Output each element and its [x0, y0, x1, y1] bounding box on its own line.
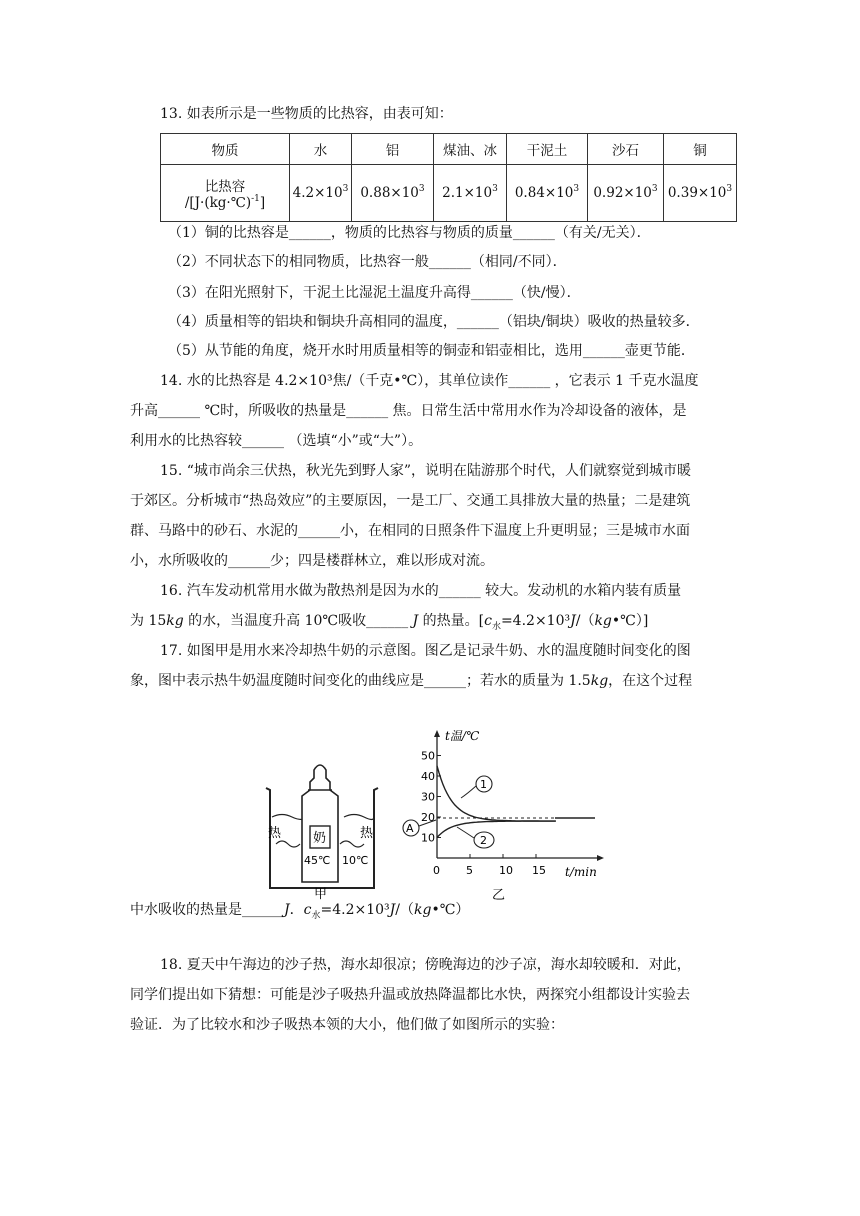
row-label-unit: /[J·(kg·℃) — [184, 195, 252, 211]
specific-heat-table — [160, 133, 737, 222]
q16-line-1: 16. 汽车发动机常用水做为散热剂是因为水的______ 较大。发动机的水箱内装有质量 — [160, 583, 682, 599]
y-tick-label: 40 — [421, 770, 435, 783]
cell-mantissa: 0.88×10 — [360, 185, 419, 201]
text: /（ — [395, 902, 414, 918]
hot-left-text: 热 — [268, 826, 282, 841]
text: ，在这个过程 — [608, 673, 693, 689]
q13-sub-3: （3）在阳光照射下，干泥土比湿泥土温度升高得______（快/慢）． — [168, 285, 581, 301]
table-header-cell: 煤油、冰 — [434, 134, 507, 165]
row-label-end: ] — [259, 195, 266, 211]
y-axis-arrow — [434, 730, 440, 737]
row-label-line1: 比热容 — [204, 179, 246, 195]
q13-sub-4: （4）质量相等的铝块和铜块升高相同的温度，______（铝块/铜块）吸收的热量较多． — [168, 314, 700, 330]
cell-mantissa: 4.2×10 — [292, 185, 343, 201]
q17-line-2 — [130, 671, 692, 691]
milk-temp: 45℃ — [304, 854, 331, 867]
text: •℃）] — [611, 613, 649, 629]
table-cell — [352, 165, 434, 222]
q14-line-3: 利用水的比热容较______ （选填“小”或“大”）。 — [130, 433, 423, 449]
q13-stem: 13. 如表所示是一些物质的比热容，由表可知： — [160, 106, 453, 122]
cell-exponent: 3 — [573, 184, 580, 194]
var-c: c — [484, 613, 492, 629]
text: =4.2×10³ — [320, 902, 390, 918]
water-temp: 10℃ — [342, 854, 369, 867]
text: 为 15 — [130, 613, 167, 629]
table-header-cell: 沙石 — [588, 134, 664, 165]
q17-line-3 — [130, 900, 469, 926]
text: =4.2×10³ — [500, 613, 571, 629]
curve-1-milk — [437, 766, 556, 821]
table-header-cell: 水 — [290, 134, 352, 165]
q17-line-1: 17. 如图甲是用水来冷却热牛奶的示意图。图乙是记录牛奶、水的温度随时间变化的图 — [160, 643, 691, 659]
milk-text: 奶 — [313, 831, 327, 846]
row-label-exp: -1 — [251, 194, 260, 204]
cell-exponent: 3 — [726, 184, 733, 194]
curve2-label: 2 — [480, 834, 487, 847]
text: 的水，当温度升高 10℃吸收______ — [183, 613, 413, 629]
q18-line-1: 18. 夏天中午海边的沙子热，海水却很凉；傍晚海边的沙子凉，海水却较暖和．对此， — [160, 957, 691, 973]
y-tick-label: 20 — [421, 811, 435, 824]
x-tick-label: 0 — [433, 864, 440, 877]
y-tick-label: 50 — [421, 749, 435, 763]
figure-yi — [395, 724, 610, 904]
unit-j: J — [412, 613, 419, 629]
text: ． — [289, 902, 304, 918]
q18-line-3: 验证．为了比较水和沙子吸热本领的大小，他们做了如图所示的实验： — [130, 1017, 564, 1033]
q14-line-1: 14. 水的比热容是 4.2×10³焦/（千克•℃），其单位读作______ ，它表示 1 千克水温度 — [160, 373, 699, 389]
table-row-label — [161, 165, 290, 222]
x-tick-label: 15 — [532, 864, 546, 877]
table-cell — [290, 165, 352, 222]
q15-line-4: 小，水所吸收的______少；四是楼群林立，难以形成对流。 — [130, 553, 494, 569]
table-cell — [588, 165, 664, 222]
q16-line-2 — [130, 611, 648, 637]
subscript-water: 水 — [491, 621, 501, 632]
curve-2-water — [437, 821, 556, 837]
table-cell — [434, 165, 507, 222]
q13-sub-5: （5）从节能的角度，烧开水时用质量相等的铜壶和铝壶相比，选用______壶更节能． — [168, 343, 695, 359]
cell-mantissa: 0.84×10 — [514, 185, 574, 201]
x-axis-label: t/min — [565, 865, 597, 879]
text: 中水吸收的热量是______ — [130, 902, 284, 918]
cell-exponent: 3 — [342, 184, 349, 194]
y-tick-label: 10 — [421, 831, 435, 845]
unit-kg: kg — [166, 613, 184, 629]
figure-jia-label: 甲 — [314, 887, 328, 900]
curve1-label: 1 — [480, 778, 487, 791]
var-c: c — [303, 902, 312, 918]
q15-line-2: 于郊区。分析城市“热岛效应”的主要原因，一是工厂、交通工具排放大量的热量；二是建筑 — [130, 493, 691, 509]
q13-sub-2: （2）不同状态下的相同物质，比热容一般______（相同/不同）． — [168, 254, 567, 270]
hot-right-text: 热 — [360, 826, 374, 841]
cell-exponent: 3 — [492, 184, 498, 194]
y-axis-label: t温/℃ — [445, 729, 480, 743]
y-tick-label: 30 — [421, 790, 435, 804]
subscript-water: 水 — [311, 910, 321, 921]
table-cell — [664, 165, 737, 222]
q14-line-2: 升高______ ℃时，所吸收的热量是______ 焦。日常生活中常用水作为冷却设备的液体，是 — [130, 403, 687, 419]
unit-kg: kg — [594, 613, 612, 629]
unit-j: J — [570, 613, 576, 629]
table-value-row — [161, 165, 737, 222]
row-label-line2 — [161, 195, 289, 211]
x-tick-label: 10 — [499, 864, 513, 877]
text: 象，图中表示热牛奶温度随时间变化的曲线应是______；若水的质量为 1.5 — [130, 673, 591, 689]
cell-mantissa: 2.1×10 — [442, 185, 493, 201]
q18-line-2: 同学们提出如下猜想：可能是沙子吸热升温或放热降温都比水快，两探究小组都设计实验去 — [130, 987, 690, 1003]
unit-j: J — [284, 902, 290, 918]
q13-sub-1: （1）铜的比热容是______，物质的比热容与物质的质量______（有关/无关）． — [168, 225, 651, 241]
q15-line-1: 15. “城市尚余三伏热，秋光先到野人家”，说明在陆游那个时代，人们就察觉到城市暖 — [160, 463, 692, 479]
x-axis-arrow — [597, 855, 604, 861]
table-header-cell: 铜 — [664, 134, 737, 165]
table-header-row — [161, 134, 737, 165]
q15-line-3: 群、马路中的砂石、水泥的______小，在相同的日照条件下温度上升更明显；三是城市水面 — [130, 523, 690, 539]
unit-kg: kg — [413, 902, 432, 918]
cell-mantissa: 0.39×10 — [667, 185, 727, 201]
unit-kg: kg — [590, 673, 609, 689]
unit-j: J — [389, 902, 396, 918]
text: /（ — [575, 613, 595, 629]
table-cell — [507, 165, 588, 222]
figure-yi-label: 乙 — [492, 888, 506, 903]
point-a-label: A — [406, 822, 414, 835]
cell-mantissa: 0.92×10 — [593, 185, 652, 201]
figure-jia — [262, 760, 380, 900]
table-header-cell: 物质 — [161, 134, 290, 165]
text: •℃） — [431, 902, 470, 918]
table-header-cell: 铝 — [352, 134, 434, 165]
x-tick-label: 5 — [466, 864, 473, 877]
cell-exponent: 3 — [651, 184, 658, 194]
cell-exponent: 3 — [418, 184, 425, 194]
text: 的热量。[ — [418, 613, 485, 629]
table-header-cell: 干泥土 — [507, 134, 588, 165]
